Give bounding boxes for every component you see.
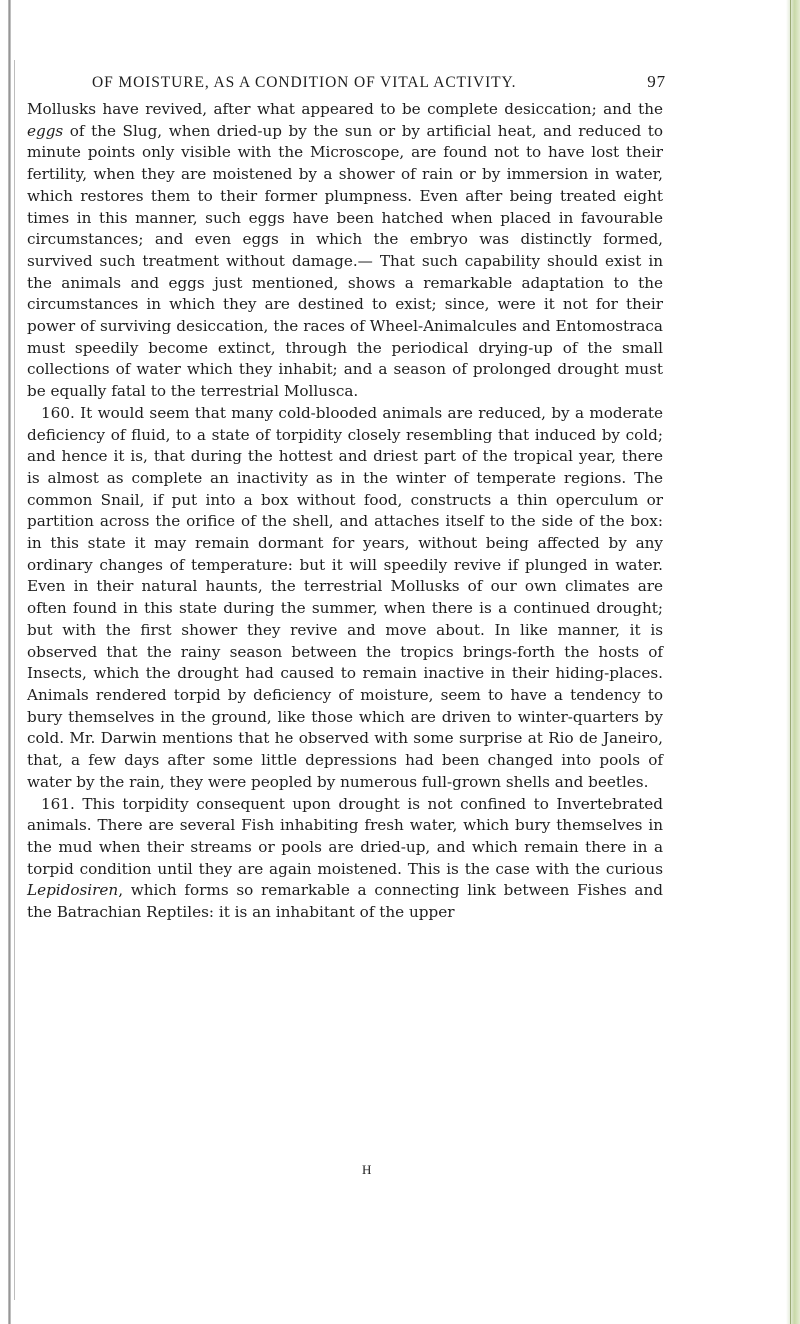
page-edge-left-line <box>14 60 15 1300</box>
italic-term: eggs <box>27 121 64 140</box>
text-run: 160. It would seem that many cold-blooded animals are reduced, by a moderate deficiency of fluid, to a state of torpidity closely resembling that induced by cold; and hence it is, that during the hottest and driest part of the tropical year, there is almost as complete an inactivity as in the winter of temperate regions. The common Snail, if put into a box without food, constructs a thin operculum or partition across the orifice of the shell, and attaches itself to the side of the box: in this state it may remain dormant for years, without being affected by any ordinary changes of temperature: but it will speedily revive if plunged in water. Even in their natural haunts, the terrestrial Mollusks of our own climates are often found in this state during the summer, when there is a continued drought; but with the first shower they revive and move about. In like manner, it is observed that the rainy season between the tropics brings-forth the hosts of Insects, which the drought had caused to remain inactive in their hiding-places. Animals rendered torpid by deficiency of moisture, seem to have a tendency to bury themselves in the ground, like those which are driven to winter-quarters by cold. Mr. Darwin mentions that he observed with some surprise at Rio de Janeiro, that, a few days after some little depressions had been changed into pools of water by the rain, they were peopled by numerous full-grown shells and beetles. <box>27 403 663 791</box>
paragraph-continuation <box>27 99 663 403</box>
page-edge-left <box>8 0 11 1324</box>
page-edge-right-line <box>790 0 791 1324</box>
body-text <box>27 99 663 924</box>
paragraph-160 <box>27 403 663 794</box>
text-run: , which forms so remarkable a connecting link between Fishes and the Batrachian Reptiles: it is an inhabitant of the upper <box>27 881 663 922</box>
italic-term: Lepidosiren <box>27 881 119 900</box>
paragraph-161 <box>27 794 663 924</box>
page-edge-right <box>786 0 800 1324</box>
text-run: 161. This torpidity consequent upon drought is not confined to Invertebrated animals. There are several Fish inhabiting fresh water, which bury themselves in the mud when their streams or pools are dried-up, and which remain there in a torpid condition until they are again moistened. This is the case with the curious <box>27 794 663 878</box>
signature-mark: H <box>362 1162 372 1177</box>
running-head-title: OF MOISTURE, AS A CONDITION OF VITAL ACTIVITY. <box>92 74 517 91</box>
page-number: 97 <box>647 72 666 91</box>
text-run: of the Slug, when dried-up by the sun or by artificial heat, and reduced to minute points only visible with the Microscope, are found not to have lost their fertility, when they are moistened by a shower of rain or by immersion in water, which restores them to their former plumpness. Even after being treated eight times in this manner, such eggs have been hatched when placed in favourable circumstances; and even eggs in which the embryo was distinctly formed, survived such treatment without damage.— That such capability should exist in the animals and eggs just mentioned, shows a remarkable adaptation to the circumstances in which they are destined to exist; since, were it not for their power of surviving desiccation, the races of Wheel-Animalcules and Entomostraca must speedily become extinct, through the periodical drying-up of the small collections of water which they inhabit; and a season of prolonged drought must be equally fatal to the terrestrial Mollusca. <box>27 121 663 401</box>
running-head <box>92 74 666 98</box>
text-run: Mollusks have revived, after what appeared to be complete desiccation; and the <box>27 100 663 118</box>
